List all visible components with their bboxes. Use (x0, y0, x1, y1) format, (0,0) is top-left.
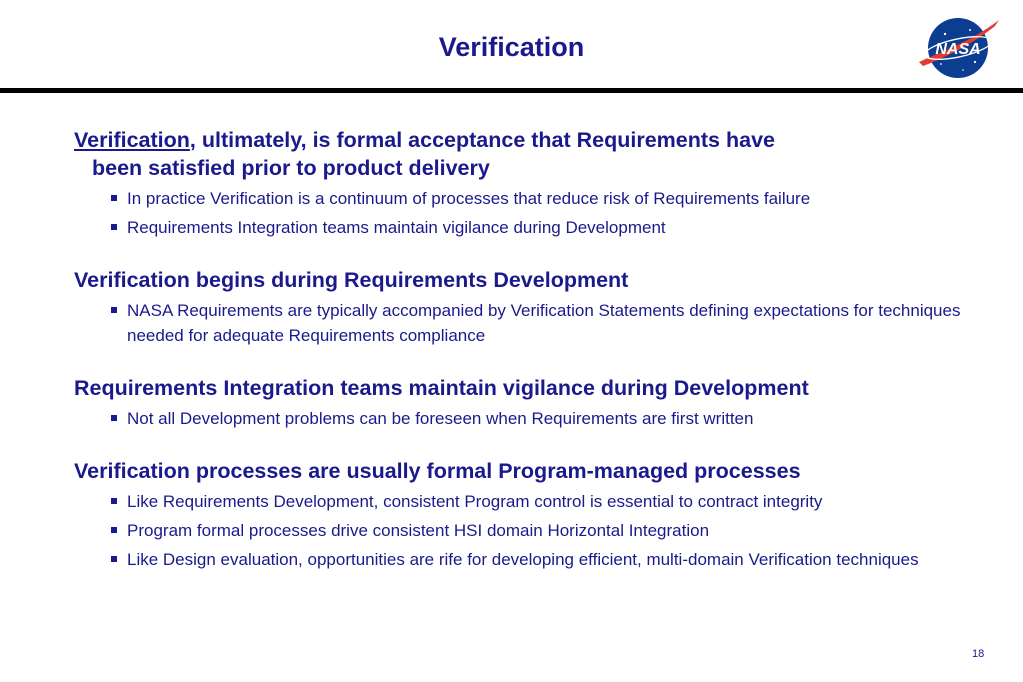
bullet-square-icon (111, 224, 117, 230)
bullet-item (110, 298, 974, 348)
bullet-text: Not all Development problems can be foreseen when Requirements are first written (127, 409, 754, 428)
section-4 (74, 457, 974, 572)
section-heading (74, 126, 974, 182)
bullet-list (74, 489, 974, 572)
section-heading: Requirements Integration teams maintain vigilance during Development (74, 376, 809, 400)
slide-title: Verification (438, 32, 585, 62)
section-1 (74, 126, 974, 240)
bullet-text: Program formal processes drive consistent HSI domain Horizontal Integration (127, 521, 710, 540)
heading-underlined-term: Verification (74, 128, 190, 152)
slide-content (74, 126, 974, 576)
bullet-text: NASA Requirements are typically accompanied by Verification Statements defining expectations for techniques needed for adequate Requirements compliance (127, 301, 961, 345)
bullet-text: Like Design evaluation, opportunities are rife for developing efficient, multi-domain Verification techniques (127, 550, 919, 569)
bullet-text: Like Requirements Development, consistent Program control is essential to contract integrity (127, 492, 823, 511)
nasa-logo (915, 12, 1001, 84)
page-number: 18 (972, 648, 985, 660)
heading-text: , ultimately, is formal acceptance that Requirements have (189, 128, 775, 152)
section-heading: Verification processes are usually formal Program-managed processes (74, 459, 801, 483)
bullet-item (110, 186, 974, 211)
nasa-logo-text: NASA (935, 41, 981, 58)
bullet-item (110, 215, 974, 240)
bullet-list (74, 298, 974, 348)
bullet-square-icon (111, 195, 117, 201)
heading-continuation: been satisfied prior to product delivery (92, 156, 490, 180)
section-heading: Verification begins during Requirements Development (74, 268, 629, 292)
title-divider (0, 88, 1023, 93)
bullet-list (74, 406, 974, 431)
bullet-text: In practice Verification is a continuum of processes that reduce risk of Requirements failure (127, 189, 811, 208)
bullet-item (110, 518, 974, 543)
bullet-item (110, 489, 974, 514)
bullet-square-icon (111, 498, 117, 504)
section-2 (74, 266, 974, 348)
bullet-item (110, 547, 974, 572)
bullet-square-icon (111, 556, 117, 562)
bullet-square-icon (111, 415, 117, 421)
bullet-text: Requirements Integration teams maintain vigilance during Development (127, 218, 666, 237)
bullet-list (74, 186, 974, 240)
bullet-square-icon (111, 527, 117, 533)
bullet-item (110, 406, 974, 431)
bullet-square-icon (111, 307, 117, 313)
section-3 (74, 374, 974, 431)
